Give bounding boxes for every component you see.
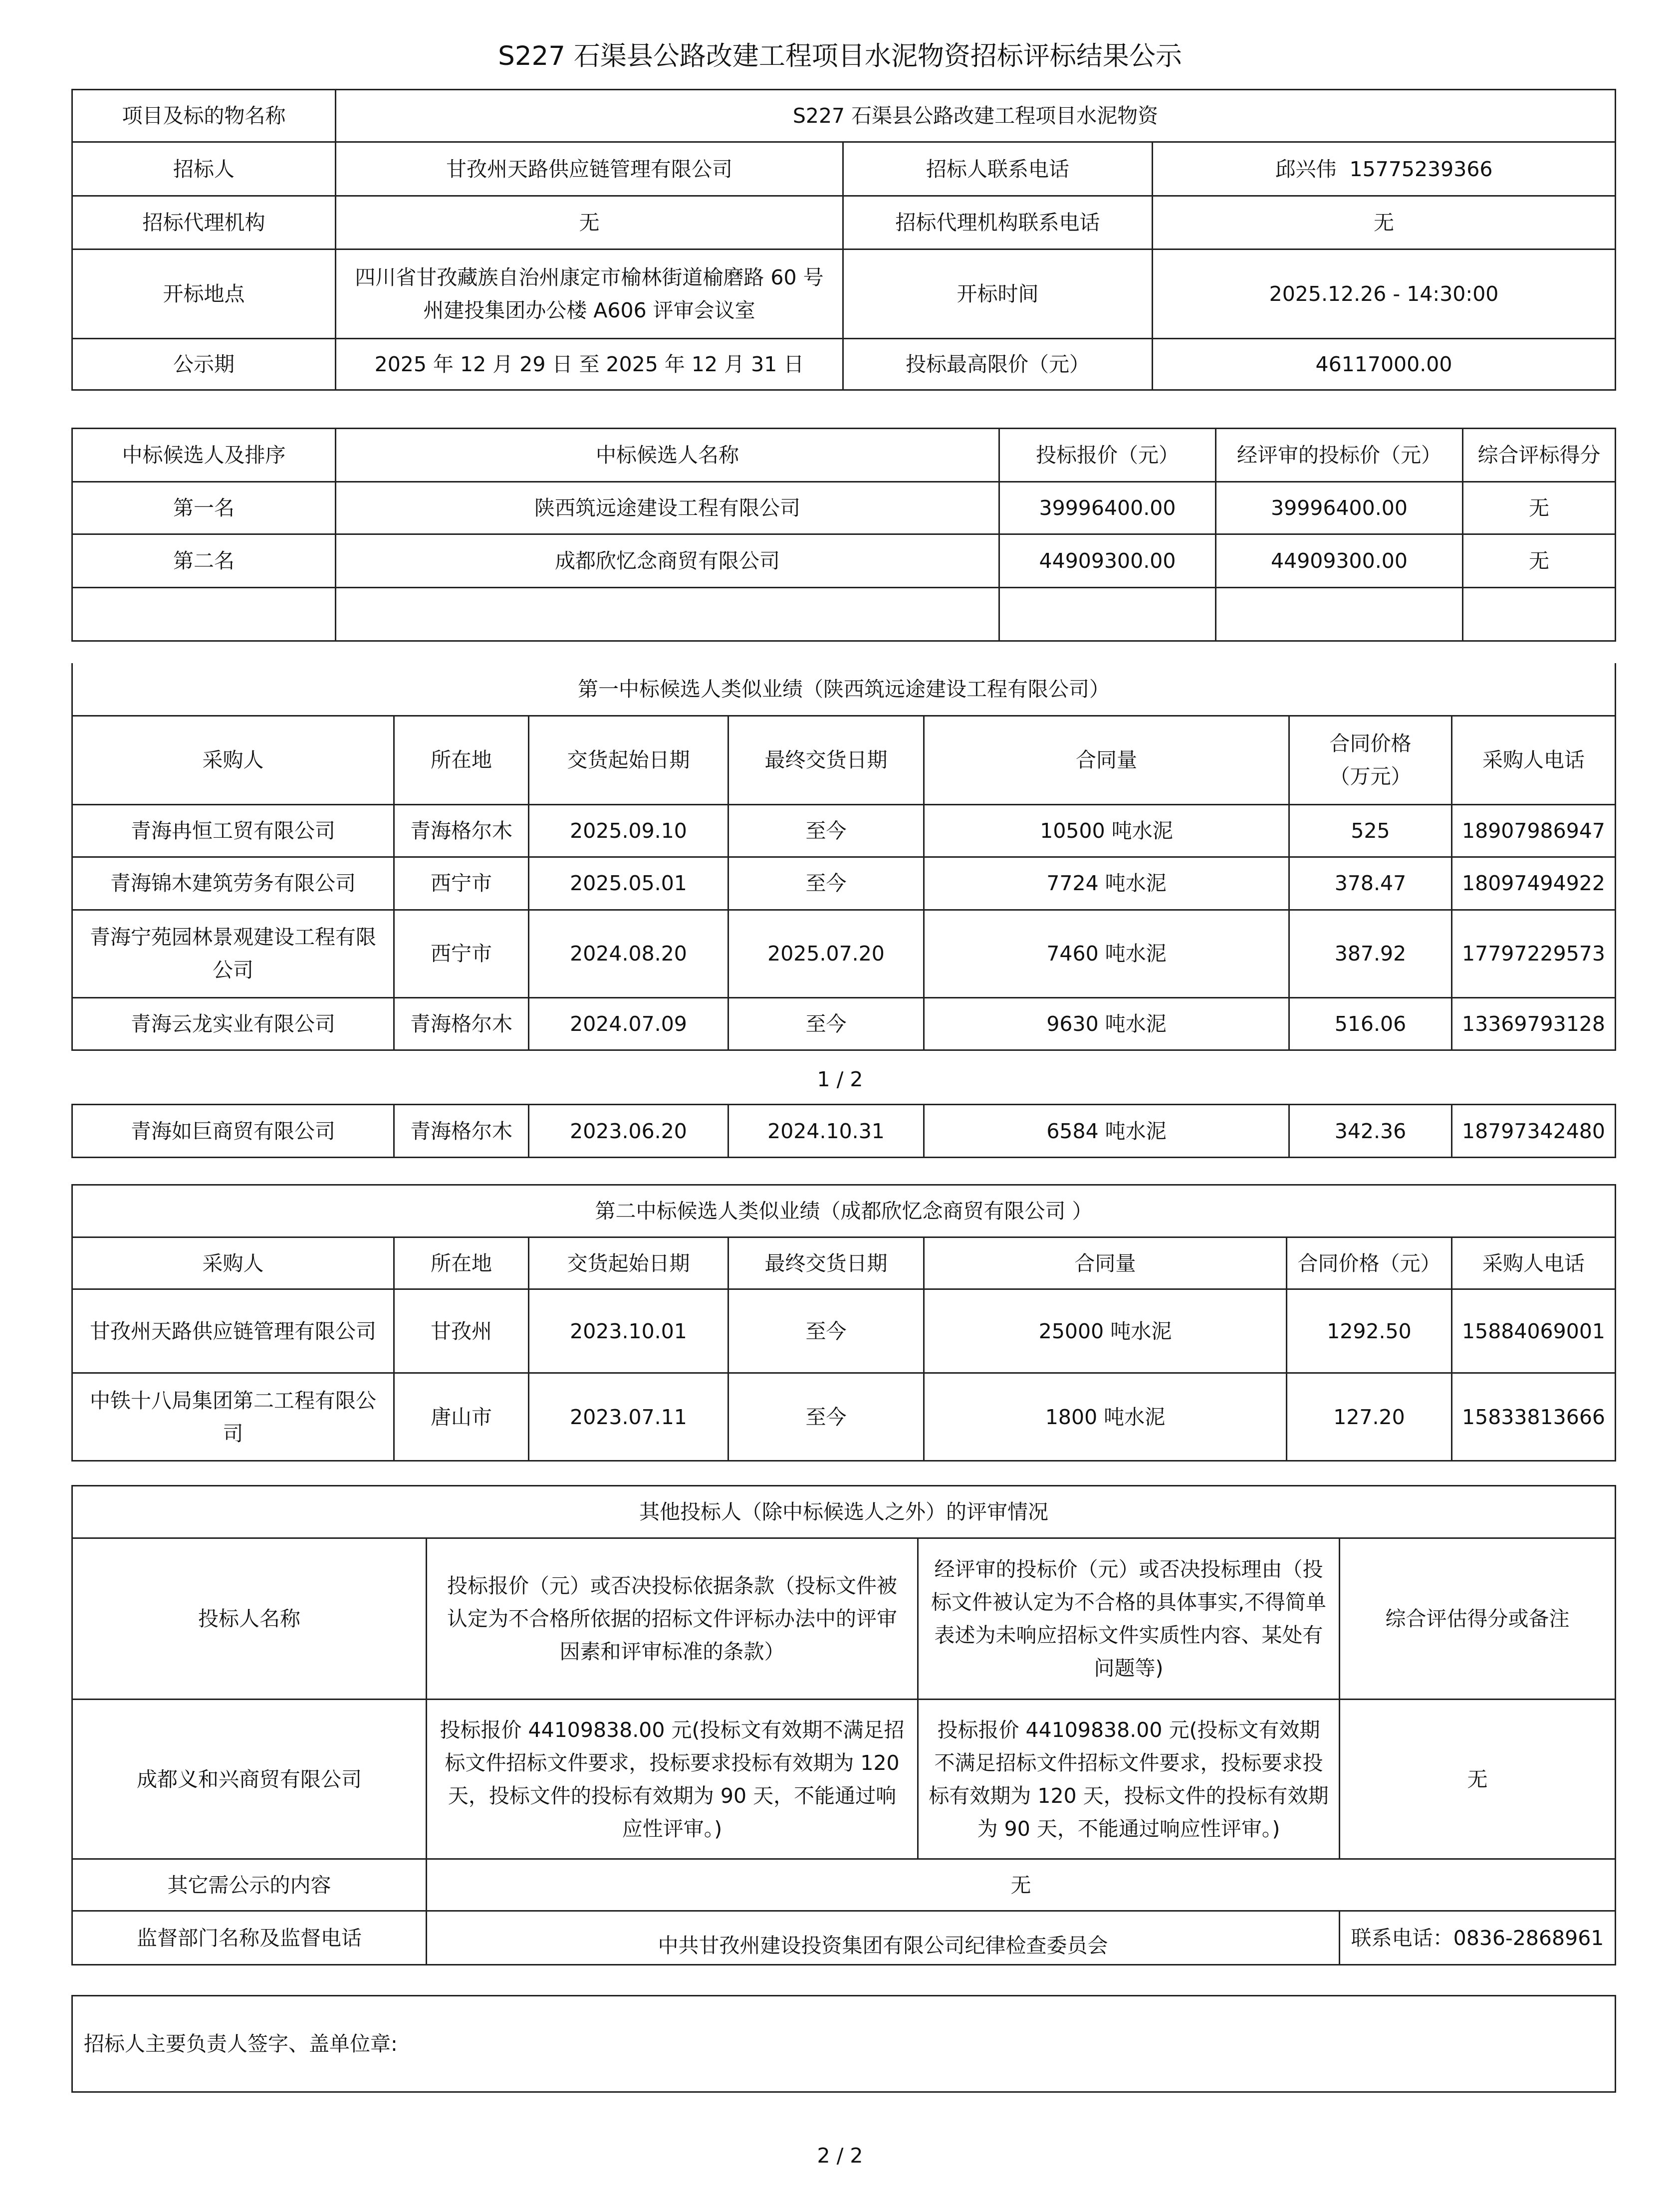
perf1-cell: 青海云龙实业有限公司	[72, 997, 394, 1050]
others-header-score: 综合评估得分或备注	[1340, 1538, 1616, 1700]
perf1-cell: 至今	[728, 857, 924, 910]
table-row	[72, 804, 1616, 857]
perf1-header-price-line1: 合同价格	[1329, 732, 1412, 755]
max-price-label: 投标最高限价（元）	[843, 339, 1153, 390]
location-line-1: 四川省甘孜藏族自治州康定市榆林街道榆磨路 60 号	[355, 265, 824, 289]
open-time-label: 开标时间	[843, 249, 1153, 339]
cand-name: 成都欣忆念商贸有限公司	[336, 534, 999, 588]
table-row	[72, 1105, 1616, 1158]
perf2-header: 合同价格（元）	[1287, 1237, 1452, 1289]
perf2-buyer-line2: 司	[223, 1421, 243, 1446]
perf2-table	[71, 1184, 1616, 1462]
agency-value: 无	[336, 196, 843, 249]
candidates-table	[71, 428, 1616, 642]
perf1-header: 最终交货日期	[728, 716, 924, 804]
cand-header: 中标候选人名称	[336, 429, 999, 482]
tenderer-label: 招标人	[72, 142, 336, 196]
agency-label: 招标代理机构	[72, 196, 336, 249]
perf1-table	[71, 663, 1616, 1051]
period-label: 公示期	[72, 339, 336, 390]
cand-reviewed: 44909300.00	[1216, 534, 1463, 588]
perf1-cell: 青海锦木建筑劳务有限公司	[72, 857, 394, 910]
cand-bid: 39996400.00	[999, 482, 1216, 534]
page-number-1: 1 / 2	[817, 1067, 863, 1091]
perf2-cell: 2023.10.01	[529, 1289, 728, 1373]
location-line-2: 州建投集团办公楼 A606 评审会议室	[423, 298, 755, 322]
perf1-cell: 516.06	[1289, 997, 1452, 1050]
location-value	[336, 249, 843, 339]
perf2-cell: 至今	[728, 1289, 924, 1373]
others-title: 其他投标人（除中标候选人之外）的评审情况	[72, 1486, 1616, 1538]
tenderer-value: 甘孜州天路供应链管理有限公司	[336, 142, 843, 196]
perf2-cell: 1292.50	[1287, 1289, 1452, 1373]
perf2-cell: 甘孜州天路供应链管理有限公司	[72, 1289, 394, 1373]
perf1-title: 第一中标候选人类似业绩（陕西筑远途建设工程有限公司）	[72, 663, 1616, 716]
perf2-header: 所在地	[394, 1237, 529, 1289]
cand-name: 陕西筑远途建设工程有限公司	[336, 482, 999, 534]
supervise-label: 监督部门名称及监督电话	[72, 1911, 427, 1965]
perf1-cell: 7460 吨水泥	[924, 910, 1289, 997]
perf1-cell: 青海格尔木	[394, 804, 529, 857]
perf1-cell: 2024.07.09	[529, 997, 728, 1050]
others-row-price: 投标报价 44109838.00 元(投标文有效期不满足招标文件招标文件要求，投标要求投标有效期为 120 天，投标文件的投标有效期为 90 天，不能通过响应性评审。)	[427, 1700, 918, 1859]
perf1-cell: 2023.06.20	[529, 1105, 728, 1158]
cand-rank: 第二名	[72, 534, 336, 588]
cand-header: 投标报价（元）	[999, 429, 1216, 482]
perf1-cell: 青海如巨商贸有限公司	[72, 1105, 394, 1158]
perf1-cell: 2025.05.01	[529, 857, 728, 910]
perf1-cell: 西宁市	[394, 910, 529, 997]
tenderer-phone-label: 招标人联系电话	[843, 142, 1153, 196]
cand-score: 无	[1463, 482, 1616, 534]
perf1-cell: 2025.09.10	[529, 804, 728, 857]
perf2-cell: 1800 吨水泥	[924, 1373, 1287, 1461]
perf2-cell: 至今	[728, 1373, 924, 1461]
other-content-value: 无	[427, 1859, 1616, 1911]
perf1-cell: 9630 吨水泥	[924, 997, 1289, 1050]
others-row-review: 投标报价 44109838.00 元(投标文有效期不满足招标文件招标文件要求，投标要求投标有效期为 120 天，投标文件的投标有效期为 90 天，不能通过响应性评审。)	[918, 1700, 1340, 1859]
perf2-cell: 25000 吨水泥	[924, 1289, 1287, 1373]
perf2-cell: 2023.07.11	[529, 1373, 728, 1461]
perf1-header-price-line2: （万元）	[1329, 764, 1412, 788]
others-header-name: 投标人名称	[72, 1538, 427, 1700]
tenderer-phone-value: 邱兴伟 15775239366	[1153, 142, 1616, 196]
cand-rank: 第一名	[72, 482, 336, 534]
agency-phone-value: 无	[1153, 196, 1616, 249]
project-info-table	[71, 89, 1616, 391]
perf1-cell: 7724 吨水泥	[924, 857, 1289, 910]
supervise-value: 中共甘孜州建设投资集团有限公司纪律检查委员会	[427, 1911, 1340, 1965]
cand-header: 经评审的投标价（元）	[1216, 429, 1463, 482]
cand-score: 无	[1463, 534, 1616, 588]
signature-table	[71, 1995, 1616, 2093]
supervise-phone: 联系电话：0836-2868961	[1340, 1911, 1616, 1965]
others-header-price: 投标报价（元）或否决投标依据条款（投标文件被认定为不合格所依据的招标文件评标办法中的评审因素和评审标准的条款）	[427, 1538, 918, 1700]
perf1-header: 采购人电话	[1452, 716, 1616, 804]
perf1-header-price	[1289, 716, 1452, 804]
cand-bid: 44909300.00	[999, 534, 1216, 588]
perf1-cell: 2024.10.31	[728, 1105, 924, 1158]
table-row	[72, 1289, 1616, 1373]
table-row	[72, 1373, 1616, 1461]
others-row-name: 成都义和兴商贸有限公司	[72, 1700, 427, 1859]
perf2-header: 采购人电话	[1452, 1237, 1616, 1289]
perf1-buyer-line1: 青海宁苑园林景观建设工程有限	[90, 925, 376, 949]
cand-reviewed: 39996400.00	[1216, 482, 1463, 534]
perf2-header: 最终交货日期	[728, 1237, 924, 1289]
perf2-title: 第二中标候选人类似业绩（成都欣忆念商贸有限公司 ）	[72, 1185, 1616, 1237]
table-row	[72, 1700, 1616, 1859]
page-title: S227 石渠县公路改建工程项目水泥物资招标评标结果公示	[498, 41, 1182, 71]
perf1-cell: 10500 吨水泥	[924, 804, 1289, 857]
perf1-cell: 18907986947	[1452, 804, 1616, 857]
perf1-header: 交货起始日期	[529, 716, 728, 804]
perf1-header: 合同量	[924, 716, 1289, 804]
perf1-cell: 342.36	[1289, 1105, 1452, 1158]
other-content-label: 其它需公示的内容	[72, 1859, 427, 1911]
project-value: S227 石渠县公路改建工程项目水泥物资	[336, 90, 1616, 142]
project-label: 项目及标的物名称	[72, 90, 336, 142]
perf1-cell: 西宁市	[394, 857, 529, 910]
perf1-continued-table	[71, 1104, 1616, 1158]
perf1-cell: 13369793128	[1452, 997, 1616, 1050]
open-time-value: 2025.12.26 - 14:30:00	[1153, 249, 1616, 339]
perf2-header: 采购人	[72, 1237, 394, 1289]
perf1-header: 所在地	[394, 716, 529, 804]
signature-label: 招标人主要负责人签字、盖单位章:	[72, 1996, 1616, 2092]
perf1-cell-buyer	[72, 910, 394, 997]
perf1-cell: 2025.07.20	[728, 910, 924, 997]
perf1-cell: 18097494922	[1452, 857, 1616, 910]
perf1-cell: 青海冉恒工贸有限公司	[72, 804, 394, 857]
perf1-cell: 至今	[728, 804, 924, 857]
cand-header: 中标候选人及排序	[72, 429, 336, 482]
perf2-header: 合同量	[924, 1237, 1287, 1289]
perf1-buyer-line2: 公司	[213, 958, 253, 982]
perf1-header: 采购人	[72, 716, 394, 804]
empty-row	[72, 588, 1616, 641]
other-bidders-table	[71, 1485, 1616, 1965]
agency-phone-label: 招标代理机构联系电话	[843, 196, 1153, 249]
perf2-cell: 127.20	[1287, 1373, 1452, 1461]
perf1-cell: 18797342480	[1452, 1105, 1616, 1158]
table-row	[72, 997, 1616, 1050]
perf2-cell: 甘孜州	[394, 1289, 529, 1373]
perf2-cell: 15884069001	[1452, 1289, 1616, 1373]
location-label: 开标地点	[72, 249, 336, 339]
max-price-value: 46117000.00	[1153, 339, 1616, 390]
perf1-cell: 6584 吨水泥	[924, 1105, 1289, 1158]
perf2-cell-buyer	[72, 1373, 394, 1461]
page-number-2: 2 / 2	[817, 2144, 863, 2168]
perf1-cell: 378.47	[1289, 857, 1452, 910]
perf1-cell: 2024.08.20	[529, 910, 728, 997]
perf1-cell: 525	[1289, 804, 1452, 857]
perf2-buyer-line1: 中铁十八局集团第二工程有限公	[90, 1388, 376, 1413]
table-row	[72, 857, 1616, 910]
perf2-cell: 15833813666	[1452, 1373, 1616, 1461]
perf2-header: 交货起始日期	[529, 1237, 728, 1289]
table-row	[72, 910, 1616, 997]
others-row-score: 无	[1340, 1700, 1616, 1859]
period-value: 2025 年 12 月 29 日 至 2025 年 12 月 31 日	[336, 339, 843, 390]
perf1-cell: 17797229573	[1452, 910, 1616, 997]
perf1-cell: 青海格尔木	[394, 997, 529, 1050]
perf1-cell: 青海格尔木	[394, 1105, 529, 1158]
table-row	[72, 482, 1616, 534]
table-row	[72, 534, 1616, 588]
others-header-review: 经评审的投标价（元）或否决投标理由（投标文件被认定为不合格的具体事实,不得简单表述为未响应招标文件实质性内容、某处有问题等)	[918, 1538, 1340, 1700]
perf2-cell: 唐山市	[394, 1373, 529, 1461]
perf1-cell: 至今	[728, 997, 924, 1050]
cand-header: 综合评标得分	[1463, 429, 1616, 482]
perf1-cell: 387.92	[1289, 910, 1452, 997]
